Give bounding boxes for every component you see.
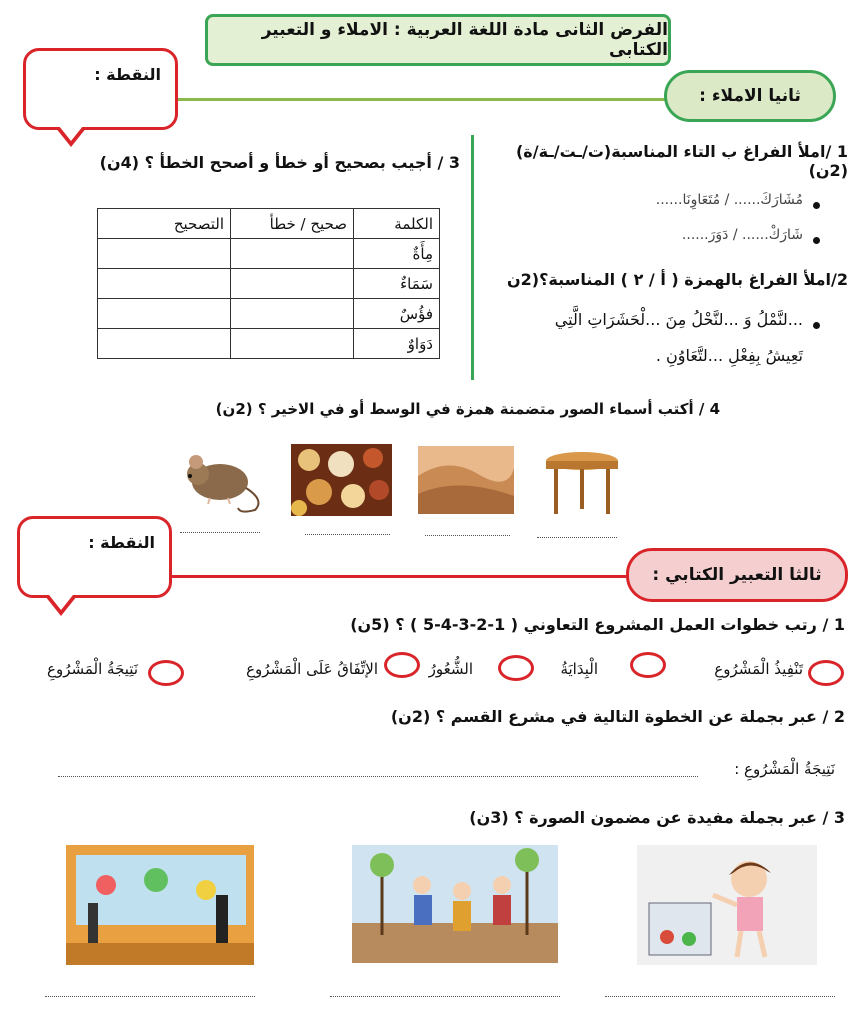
bullet-dot — [813, 237, 820, 244]
q3-table — [97, 208, 440, 359]
order-option: الشُّعُورُ — [428, 660, 473, 678]
table-header-row — [98, 209, 440, 239]
q2-line1: ...لنَّمْلُ وَ ...لنَّحْلُ مِنَ ...لْحَشَرَاتِ الَّتِي — [554, 310, 803, 329]
food-table-icon — [291, 444, 392, 516]
table-row — [98, 239, 440, 269]
order-circle[interactable] — [808, 660, 844, 686]
q4-prompt: 4 / أكتب أسماء الصور متضمنة همزة في الوسط أو في الاخير ؟ (2ن) — [215, 400, 720, 418]
table-header: صحيح / خطأ — [231, 209, 354, 239]
score-box-tail-inner — [59, 126, 83, 141]
q3-prompt: 3 / أجيب بصحيح أو خطأ و أصحح الخطأ ؟ (4ن) — [99, 153, 460, 172]
answer-line[interactable] — [537, 537, 617, 538]
order-circle[interactable] — [498, 655, 534, 681]
painting-wall-icon — [66, 845, 254, 965]
order-option: نَتِيجَةُ الْمَشْرُوعِ — [47, 660, 138, 678]
section2-title: ثانيا الاملاء : — [664, 70, 836, 122]
recycling-girl-icon — [637, 845, 817, 965]
desert-icon — [418, 446, 514, 514]
bullet-dot — [813, 202, 820, 209]
page-title: الفرض الثانى مادة اللغة العربية : الاملاء و التعبير الكتابى — [205, 14, 671, 66]
q1-line2: شَارَكْ...... / دَوَرَ...... — [681, 227, 803, 243]
s3-q1-prompt: 1 / رتب خطوات العمل المشروع التعاوني ( 1-2-3-4-5 ) ؟ (5ن) — [350, 615, 845, 634]
q2-prompt: 2/املأ الفراغ بالهمزة ( أ / ٢ ) المناسبة؟(2ن — [506, 270, 848, 289]
s3-q3-prompt: 3 / عبر بجملة مفيدة عن مضمون الصورة ؟ (3ن) — [469, 808, 845, 827]
table-row — [98, 329, 440, 359]
column-separator — [471, 135, 474, 380]
table-icon — [542, 443, 622, 518]
word-cell: سَمَاءٌ — [354, 269, 440, 299]
word-cell: فؤُسٌ — [354, 299, 440, 329]
answer-line[interactable] — [305, 534, 390, 535]
order-option: الْبِدَايَةُ — [560, 660, 598, 678]
word-cell: مِأَةٌ — [354, 239, 440, 269]
s3-q2-label: نَتِيجَةُ الْمَشْرُوعِ : — [734, 760, 835, 778]
score-box-1[interactable] — [23, 48, 178, 130]
score-label: النقطة : — [94, 65, 161, 84]
order-option: الإتِّفَاقُ عَلَى الْمَشْرُوعِ — [246, 660, 378, 678]
score-box-2[interactable] — [17, 516, 172, 598]
s3-q2-prompt: 2 / عبر بجملة عن الخطوة التالية في مشرع القسم ؟ (2ن) — [390, 707, 845, 726]
section2-divider — [170, 98, 670, 101]
planting-trees-icon — [352, 845, 558, 963]
answer-line[interactable] — [45, 996, 255, 997]
true-false-cell[interactable] — [231, 239, 354, 269]
q1-prompt: 1 /املأ الفراغ ب التاء المناسبة(ت/ـت/ـة/ة)(2ن) — [515, 142, 848, 180]
order-circle[interactable] — [384, 652, 420, 678]
correction-cell[interactable] — [98, 239, 231, 269]
answer-line[interactable] — [58, 776, 698, 777]
true-false-cell[interactable] — [231, 299, 354, 329]
answer-line[interactable] — [425, 535, 510, 536]
mouse-icon — [180, 440, 270, 518]
order-circle[interactable] — [148, 660, 184, 686]
table-row — [98, 269, 440, 299]
correction-cell[interactable] — [98, 269, 231, 299]
q2-line2: تَعِيشُ بِفِعْلِ ...لتَّعَاوُنِ . — [655, 346, 803, 365]
word-cell: دَوَاوٌ — [354, 329, 440, 359]
section3-divider — [153, 575, 633, 578]
section3-title: ثالثا التعبير الكتابي : — [626, 548, 848, 602]
order-option: تَنْفِيذُ الْمَشْرُوعِ — [714, 660, 803, 678]
true-false-cell[interactable] — [231, 269, 354, 299]
answer-line[interactable] — [180, 532, 260, 533]
table-row — [98, 299, 440, 329]
score-box-tail-inner — [49, 595, 73, 610]
score-label: النقطة : — [88, 533, 155, 552]
correction-cell[interactable] — [98, 329, 231, 359]
order-circle[interactable] — [630, 652, 666, 678]
table-header: الكلمة — [354, 209, 440, 239]
answer-line[interactable] — [605, 996, 835, 997]
table-header: التصحيح — [98, 209, 231, 239]
q1-line1: مُشَارَكَ...... / مُتَعَاوِنَا...... — [655, 192, 803, 208]
correction-cell[interactable] — [98, 299, 231, 329]
bullet-dot — [813, 322, 820, 329]
answer-line[interactable] — [330, 996, 560, 997]
true-false-cell[interactable] — [231, 329, 354, 359]
